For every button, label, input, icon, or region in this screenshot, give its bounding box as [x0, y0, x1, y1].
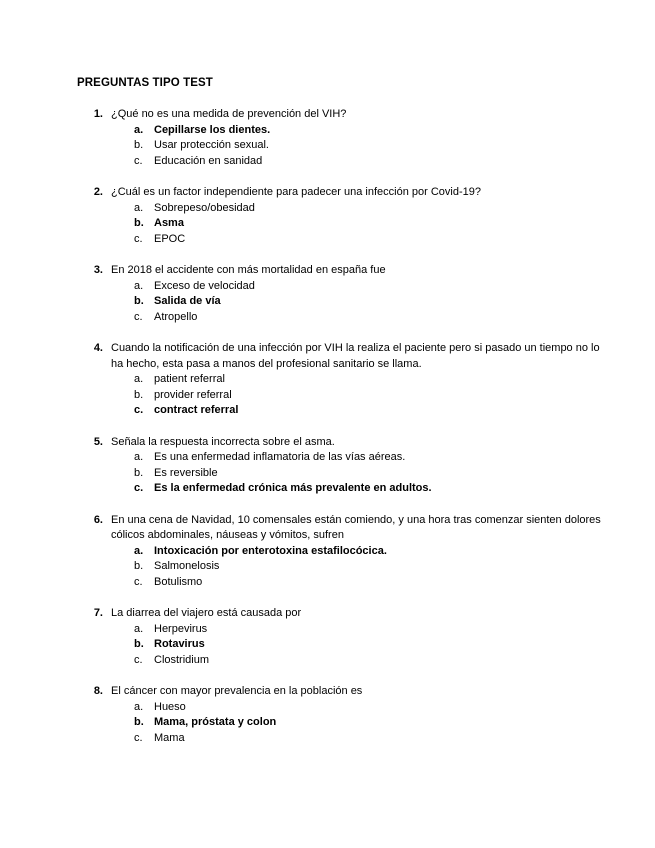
- question-number: 2.: [93, 186, 103, 198]
- option-letter: c.: [134, 653, 143, 666]
- option-text: Rotavirus: [154, 638, 205, 650]
- option-text: Mama, próstata y colon: [154, 716, 277, 728]
- option-text: Mama: [154, 731, 185, 744]
- answer-option: [0, 715, 655, 731]
- option-text: Sobrepeso/obesidad: [154, 201, 255, 214]
- question-item: [0, 684, 655, 746]
- option-text: contract referral: [154, 404, 239, 416]
- option-text: Exceso de velocidad: [154, 279, 255, 292]
- option-text: Salida de vía: [154, 295, 221, 307]
- question-text: El cáncer con mayor prevalencia en la población es: [111, 685, 363, 697]
- option-text: Herpevirus: [154, 622, 208, 635]
- answer-option: [0, 232, 655, 248]
- answer-option: [0, 559, 655, 575]
- option-text: Botulismo: [154, 575, 203, 588]
- question-item: [0, 341, 655, 419]
- question-text: En una cena de Navidad, 10 comensales están comiendo, y una hora tras comenzar sienten dolores cólicos abdominales, náuseas y vómitos, sufren: [111, 513, 601, 541]
- page-title: PREGUNTAS TIPO TEST: [77, 77, 213, 89]
- question-number: 1.: [93, 108, 103, 120]
- option-letter: b.: [134, 217, 144, 229]
- option-letter: b.: [134, 466, 144, 479]
- option-letter: a.: [134, 279, 144, 292]
- question-text: La diarrea del viajero está causada por: [111, 607, 302, 619]
- option-letter: b.: [134, 295, 144, 307]
- question-item: [0, 435, 655, 497]
- option-letter: a.: [134, 451, 144, 463]
- option-letter: b.: [134, 139, 144, 151]
- question-number: 5.: [93, 435, 103, 448]
- question-number: 8.: [93, 685, 103, 697]
- option-letter: c.: [134, 404, 144, 416]
- option-letter: a.: [134, 373, 144, 385]
- question-item: [0, 513, 655, 591]
- answer-option: [0, 216, 655, 232]
- answer-option: [0, 154, 655, 170]
- answer-option: [0, 700, 655, 716]
- option-letter: b.: [134, 388, 144, 401]
- option-text: Atropello: [154, 310, 198, 323]
- question-text: ¿Qué no es una medida de prevención del VIH?: [111, 108, 347, 120]
- answer-option: [0, 138, 655, 154]
- option-letter: b.: [134, 560, 144, 572]
- question-item: [0, 107, 655, 169]
- option-text: provider referral: [154, 388, 232, 401]
- answer-option: [0, 310, 655, 326]
- answer-option: [0, 653, 655, 669]
- question-item: [0, 185, 655, 247]
- option-letter: b.: [134, 716, 144, 728]
- option-text: Cepillarse los dientes.: [154, 123, 271, 136]
- option-letter: c.: [134, 154, 143, 167]
- option-letter: c.: [134, 731, 143, 744]
- answer-option: [0, 622, 655, 638]
- answer-option: [0, 466, 655, 482]
- option-text: Salmonelosis: [154, 560, 220, 572]
- question-number: 7.: [93, 607, 103, 619]
- option-letter: c.: [134, 482, 144, 494]
- question-item: [0, 606, 655, 668]
- option-text: Educación en sanidad: [154, 154, 263, 167]
- option-text: Es reversible: [154, 466, 218, 479]
- question-text: Cuando la notificación de una infección por VIH la realiza el paciente pero si pasado un tiempo no lo ha hecho, esta pasa a manos del profesional sanitario se llama.: [111, 342, 600, 370]
- answer-option: [0, 403, 655, 419]
- option-text: Asma: [154, 217, 184, 229]
- option-letter: b.: [134, 638, 144, 650]
- option-text: EPOC: [154, 232, 186, 245]
- answer-option: [0, 731, 655, 747]
- answer-option: [0, 294, 655, 310]
- option-letter: c.: [134, 232, 143, 245]
- option-letter: c.: [134, 575, 143, 588]
- option-letter: a.: [134, 544, 144, 557]
- answer-option: [0, 575, 655, 591]
- option-text: Es una enfermedad inflamatoria de las vías aéreas.: [154, 451, 406, 463]
- question-text: ¿Cuál es un factor independiente para padecer una infección por Covid-19?: [111, 186, 481, 198]
- question-number: 4.: [93, 342, 103, 354]
- answer-option: [0, 372, 655, 388]
- answer-option: [0, 544, 655, 560]
- option-text: Intoxicación por enterotoxina estafilocócica.: [154, 544, 387, 557]
- option-letter: a.: [134, 123, 144, 136]
- option-text: Es la enfermedad crónica más prevalente en adultos.: [154, 482, 432, 494]
- question-list: [0, 107, 655, 762]
- option-letter: c.: [134, 310, 143, 323]
- question-number: 6.: [93, 513, 103, 526]
- option-letter: a.: [134, 622, 144, 635]
- answer-option: [0, 123, 655, 139]
- option-text: Hueso: [154, 700, 186, 713]
- option-text: Clostridium: [154, 653, 210, 666]
- answer-option: [0, 637, 655, 653]
- question-number: 3.: [93, 264, 103, 276]
- option-text: patient referral: [154, 373, 225, 385]
- option-letter: a.: [134, 700, 144, 713]
- question-item: [0, 263, 655, 325]
- answer-option: [0, 388, 655, 404]
- answer-option: [0, 481, 655, 497]
- answer-option: [0, 279, 655, 295]
- answer-option: [0, 201, 655, 217]
- option-letter: a.: [134, 201, 144, 214]
- question-text: En 2018 el accidente con más mortalidad en españa fue: [111, 264, 386, 276]
- question-text: Señala la respuesta incorrecta sobre el asma.: [111, 435, 335, 448]
- option-text: Usar protección sexual.: [154, 139, 269, 151]
- answer-option: [0, 450, 655, 466]
